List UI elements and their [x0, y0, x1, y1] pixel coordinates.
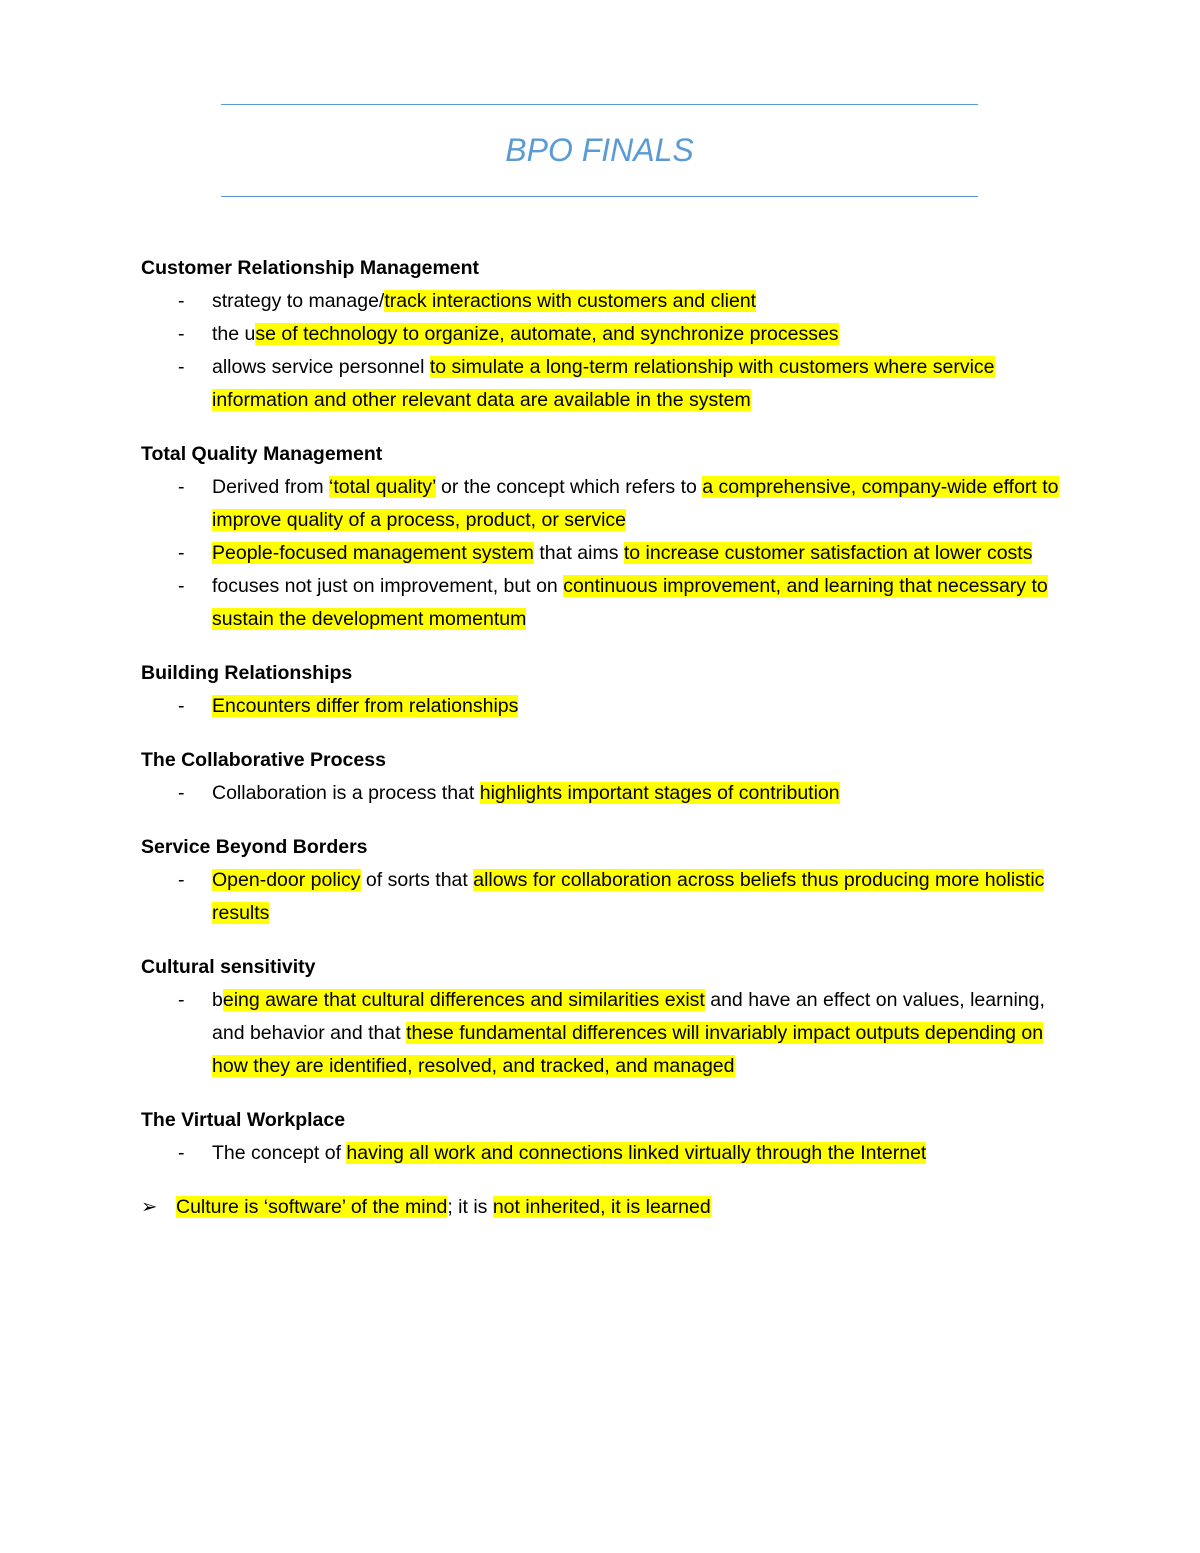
- notes-content: [141, 252, 1061, 1224]
- notes-section: [141, 744, 1061, 810]
- notes-section: [141, 1104, 1061, 1170]
- notes-section: [141, 657, 1061, 723]
- body-text: b: [212, 989, 223, 1011]
- body-text: the u: [212, 323, 256, 345]
- section-heading: Service Beyond Borders: [141, 836, 368, 858]
- body-text: and have an effect on values, learning, and behavior and that: [212, 989, 1045, 1044]
- notes-section: [141, 831, 1061, 930]
- section-heading: Total Quality Management: [141, 443, 383, 465]
- body-text: allows service personnel: [212, 356, 430, 378]
- title-top-rule: [221, 104, 978, 105]
- bullet-item: [141, 285, 1061, 318]
- highlighted-text: Open-door policy: [212, 869, 361, 891]
- highlighted-text: to simulate a long-term relationship with customers where service information and other relevant data are available in the system: [212, 356, 995, 411]
- highlighted-text: a comprehensive, company-wide effort to improve quality of a process, product, or service: [212, 476, 1059, 531]
- title-bottom-rule: [221, 196, 978, 197]
- dash-bullet-icon: -: [178, 542, 185, 564]
- dash-bullet-icon: -: [178, 989, 185, 1011]
- body-text: strategy to manage/: [212, 290, 385, 312]
- notes-section: [141, 252, 1061, 417]
- dash-bullet-icon: -: [178, 1142, 185, 1164]
- final-note: [141, 1191, 1061, 1224]
- dash-bullet-icon: -: [178, 356, 185, 378]
- body-text: The concept of: [212, 1142, 347, 1164]
- dash-bullet-icon: -: [178, 575, 185, 597]
- highlighted-text: Culture is ‘software’ of the mind: [176, 1196, 448, 1218]
- highlighted-text: allows for collaboration across beliefs thus producing more holistic results: [212, 869, 1045, 924]
- notes-section: [141, 951, 1061, 1083]
- section-heading: The Virtual Workplace: [141, 1109, 346, 1131]
- body-text: ; it is: [447, 1196, 493, 1218]
- highlighted-text: continuous improvement, and learning that necessary to sustain the development momentum: [212, 575, 1048, 630]
- highlighted-text: these fundamental differences will invariably impact outputs depending on how they are identified, resolved, and tracked, and managed: [212, 1022, 1044, 1077]
- dash-bullet-icon: -: [178, 476, 185, 498]
- highlighted-text: Encounters differ from relationships: [212, 695, 519, 717]
- highlighted-text: not inherited, it is learned: [492, 1196, 711, 1218]
- bullet-item: [141, 537, 1061, 570]
- highlighted-text: ‘total quality’: [329, 476, 436, 498]
- body-text: Derived from: [212, 476, 330, 498]
- bullet-item: [141, 864, 1061, 930]
- highlighted-text: having all work and connections linked virtually through the Internet: [346, 1142, 927, 1164]
- dash-bullet-icon: -: [178, 290, 185, 312]
- bullet-item: [141, 984, 1061, 1083]
- section-heading: The Collaborative Process: [141, 749, 386, 771]
- bullet-item: [141, 777, 1061, 810]
- bullet-item: [141, 570, 1061, 636]
- dash-bullet-icon: -: [178, 695, 185, 717]
- arrow-bullet-icon: ➢: [141, 1196, 158, 1218]
- document-title: BPO FINALS: [505, 132, 694, 168]
- highlighted-text: People-focused management system: [212, 542, 534, 564]
- highlighted-text: to increase customer satisfaction at lower costs: [623, 542, 1033, 564]
- section-heading: Customer Relationship Management: [141, 257, 480, 279]
- bullet-item: [141, 318, 1061, 351]
- bullet-item: [141, 471, 1061, 537]
- dash-bullet-icon: -: [178, 323, 185, 345]
- bullet-item: [141, 351, 1061, 417]
- section-heading: Cultural sensitivity: [141, 956, 316, 978]
- highlighted-text: highlights important stages of contribution: [479, 782, 840, 804]
- body-text: of sorts that: [360, 869, 474, 891]
- body-text: that aims: [533, 542, 624, 564]
- highlighted-text: eing aware that cultural differences and similarities exist: [222, 989, 705, 1011]
- body-text: focuses not just on improvement, but on: [212, 575, 564, 597]
- body-text: or the concept which refers to: [435, 476, 703, 498]
- dash-bullet-icon: -: [178, 782, 185, 804]
- bullet-item: [141, 1137, 1061, 1170]
- highlighted-text: se of technology to organize, automate, and synchronize processes: [255, 323, 839, 345]
- section-heading: Building Relationships: [141, 662, 353, 684]
- bullet-item: [141, 690, 1061, 723]
- highlighted-text: track interactions with customers and client: [384, 290, 757, 312]
- notes-section: [141, 438, 1061, 636]
- body-text: Collaboration is a process that: [212, 782, 480, 804]
- dash-bullet-icon: -: [178, 869, 185, 891]
